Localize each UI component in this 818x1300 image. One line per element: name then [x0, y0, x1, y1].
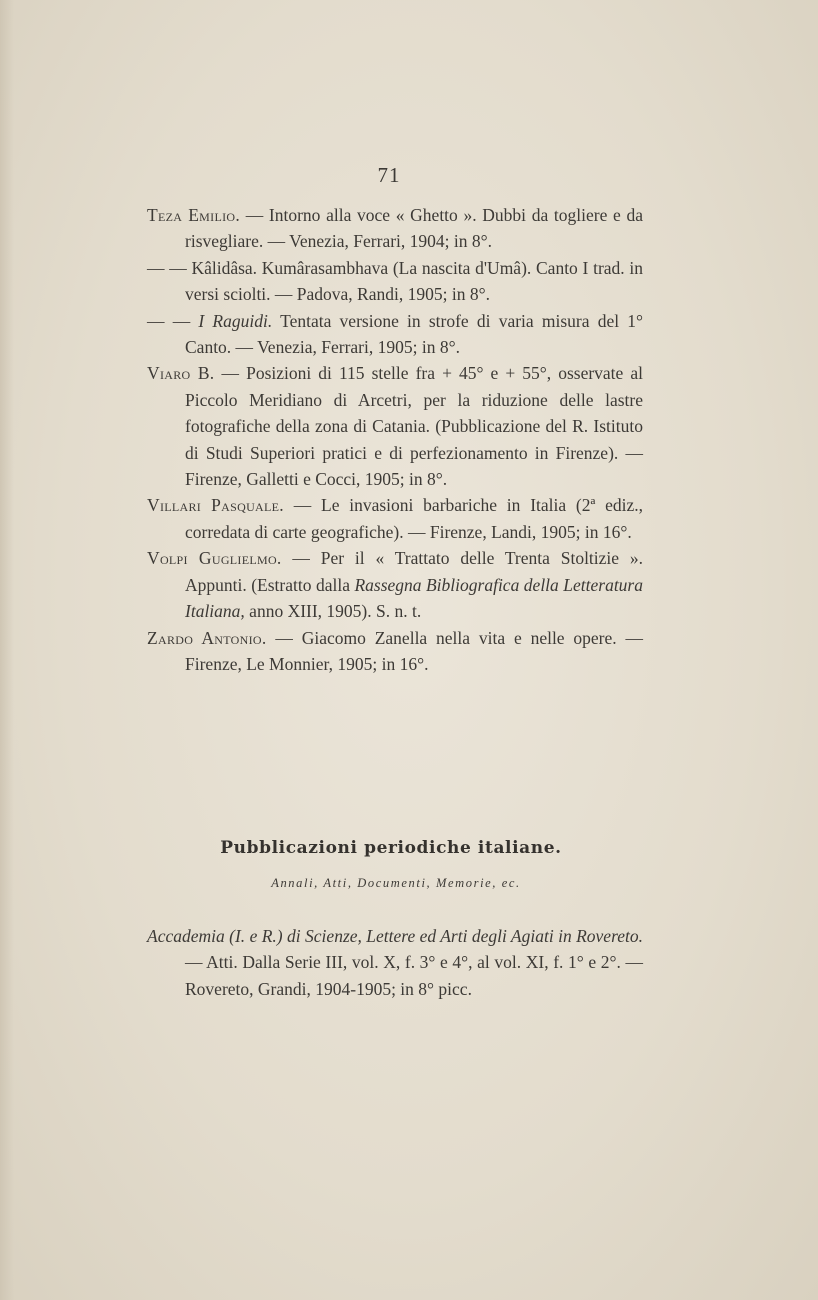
page-left-edge [0, 0, 14, 1300]
entry-journal: Rassegna Bibliografica della Letteratura Italiana, [185, 574, 643, 622]
entry-text: Tentata versione in strofe di varia misura del 1° Canto. — Venezia, Ferrari, 1905; in 8°. [185, 310, 644, 358]
entry-text: — Atti. Dalla Serie III, vol. X, f. 3° e 4°, al vol. XI, f. 1° e 2°. — Rovereto, Grandi, 1904-1905; in 8° picc. [185, 952, 643, 999]
academy-entry-block [147, 923, 643, 1002]
entry-text: — Intorno alla voce « Ghetto ». Dubbi da togliere e da risvegliare. — Venezia, Ferrari, 1904; in 8°. [185, 205, 643, 252]
entry-title: I Raguidi. [198, 310, 273, 331]
entry-text: — Le invasioni barbariche in Italia (2ª ediz., corredata di carte geografiche). — Firenze, Landi, 1905; in 16°. [185, 495, 643, 542]
page-number: 71 [377, 163, 401, 187]
entry-author: Zardo Antonio. [147, 627, 267, 648]
entry-text: Kâlidâsa. Kumârasambhava (La nascita d'Umâ). Canto I trad. in versi sciolti. — Padova, Randi, 1905; in 8°. [185, 257, 643, 305]
entry-text: — Posizioni di 115 stelle fra + 45° e + 55°, osservate al Piccolo Meridiano di Arcetri, per la riduzione delle lastre fotografiche della zona di Catania. (Pubblicazione del R. Istituto di Studi Superiori pratici e di perfezionamento in Firenze). — Firenze, Galletti e Cocci, 1905; in 8°. [185, 363, 643, 490]
entry-author: Teza Emilio. [147, 205, 241, 225]
entry-text: — Per il « Trattato delle Trenta Stoltizie ». Appunti. (Estratto dalla [185, 548, 644, 595]
bibliography-entry [147, 202, 643, 255]
bibliography-entry [147, 923, 643, 1002]
section-title: Pubblicazioni periodiche italiane. [220, 838, 562, 858]
entry-author: Volpi Guglielmo. [147, 548, 282, 569]
entry-author: — — [147, 257, 187, 278]
entry-author: Accademia (I. e R.) di Scienze, Lettere ed Arti degli Agiati in Rovereto. [147, 926, 643, 946]
entry-author: Villari Pasquale. [147, 495, 284, 516]
bibliography-entry [147, 625, 643, 678]
bibliography-entry [147, 255, 643, 308]
section-subtitle: Annali, Atti, Documenti, Memorie, ec. [271, 876, 521, 890]
bibliography-entry [147, 308, 643, 361]
bibliography-list [147, 202, 643, 677]
bibliography-entry [147, 492, 643, 545]
bibliography-entry [147, 545, 643, 624]
entry-author: — — [147, 310, 191, 331]
entry-text: — Giacomo Zanella nella vita e nelle opere. — Firenze, Le Monnier, 1905; in 16°. [185, 627, 643, 674]
entry-text: anno XIII, 1905). S. n. t. [244, 601, 422, 622]
entry-author: Viaro B. [147, 363, 215, 384]
bibliography-entry [147, 360, 643, 492]
